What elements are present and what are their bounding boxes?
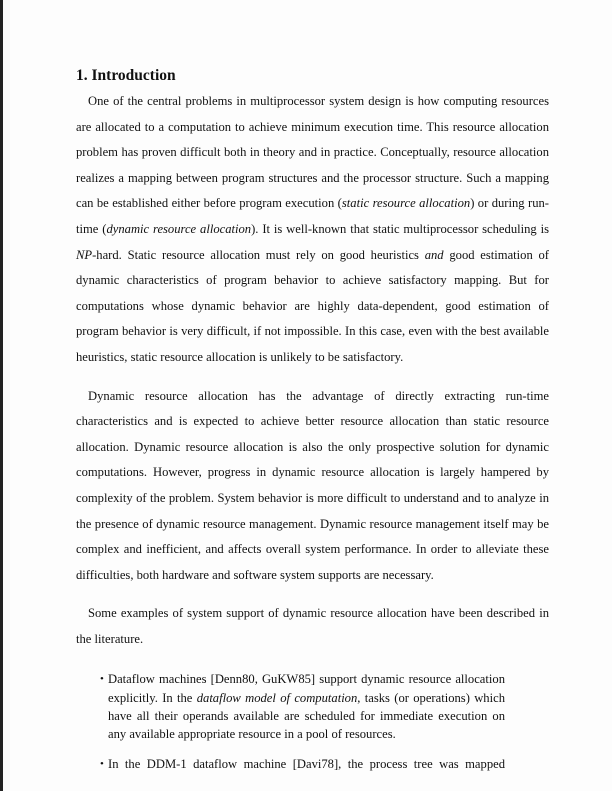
scan-edge-line xyxy=(0,0,3,791)
paragraph-1: One of the central problems in multiprocessor system design is how computing resources are allocated to a computation to achieve minimum execution time. This resource allocation problem has proven difficult both in theory and in practice. Conceptually, resource allocation realizes a mapping between program structures and the processor structure. Such a mapping can be established either before program execution (static resource allocation) or during run-time (dynamic resource allocation). It is well-known that static multiprocessor scheduling is NP-hard. Static resource allocation must rely on good heuristics and good estimation of dynamic characteristics of program behavior to achieve satisfactory mapping. But for computations whose dynamic behavior are highly data-dependent, good estimation of program behavior is very difficult, if not impossible. In this case, even with the best available heuristics, static resource allocation is unlikely to be satisfactory. xyxy=(76,94,549,364)
document-page xyxy=(76,66,549,784)
paragraph-3: Some examples of system support of dynamic resource allocation have been described in the literature. xyxy=(76,606,549,646)
list-item-ddm1: • In the DDM-1 dataflow machine [Davi78], the process tree was mapped xyxy=(101,755,505,773)
italic-term: dynamic resource allocation xyxy=(106,221,252,236)
italic-term: NP xyxy=(76,247,93,262)
examples-list xyxy=(101,670,505,772)
list-item-dataflow-machines: • Dataflow machines [Denn80, GuKW85] support dynamic resource allocation explicitly. In the dataflow model of computation, tasks (or operations) which have all their operands available are scheduled for immediate execution on any available appropriate resource in a pool of resources. xyxy=(101,670,505,743)
italic-term: and xyxy=(424,247,444,262)
italic-term: static resource allocation xyxy=(341,196,471,211)
paragraph-2: Dynamic resource allocation has the advantage of directly extracting run-time characteristics and is expected to achieve better resource allocation than static resource allocation. Dynamic resource allocation is also the only prospective solution for dynamic computations. However, progress in dynamic resource allocation is largely hampered by complexity of the problem. System behavior is more difficult to understand and to analyze in the presence of dynamic resource management. Dynamic resource management itself may be complex and inefficient, and affects overall system performance. In order to alleviate these difficulties, both hardware and software system supports are necessary. xyxy=(76,388,549,582)
section-heading: 1. Introduction xyxy=(76,67,176,84)
italic-term: dataflow model of computation xyxy=(196,690,358,705)
